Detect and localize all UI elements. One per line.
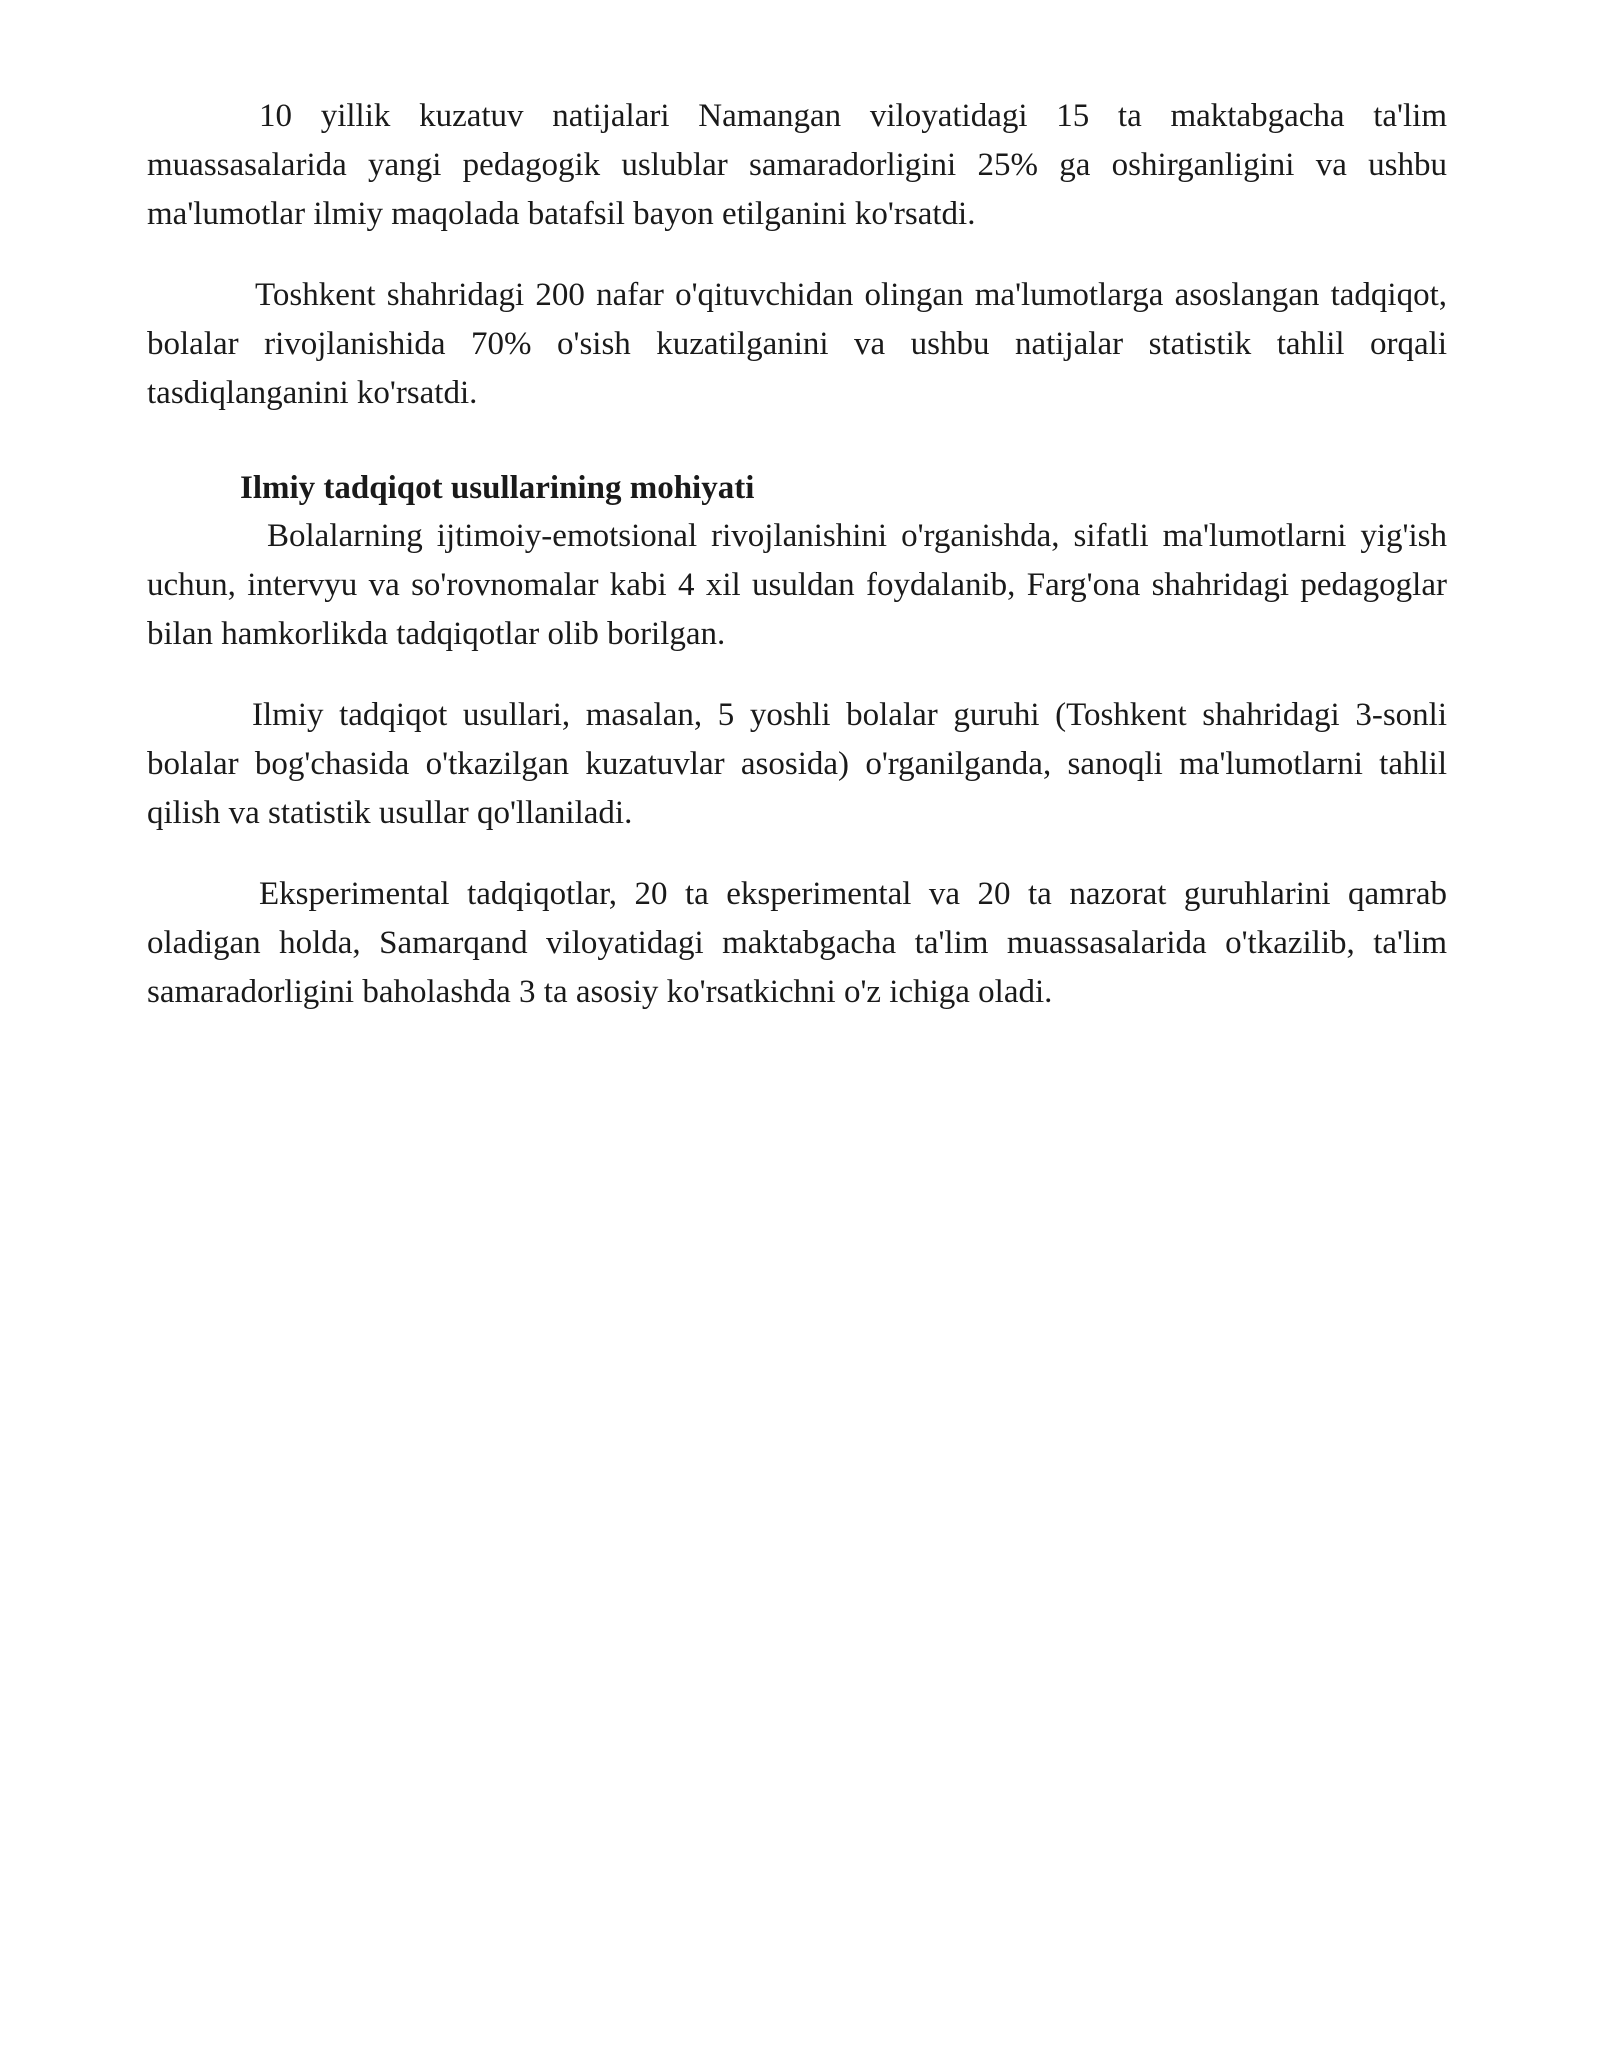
paragraph-social-emotional: Bolalarning ijtimoiy-emotsional rivojlanishini o'rganishda, sifatli ma'lumotlarni yig'ish uchun, intervyu va so'rovnomalar kabi 4 xil usuldan foydalanib, Farg'ona shahridagi pedagoglar bilan hamkorlikda tadqiqotlar olib borilgan. xyxy=(147,518,1447,652)
paragraph-research-methods: Ilmiy tadqiqot usullari, masalan, 5 yoshli bolalar guruhi (Toshkent shahridagi 3-sonli bolalar bog'chasida o'tkazilgan kuzatuvlar asosida) o'rganilganda, sanoqli ma'lumotlarni tahlil qilish va statistik usullar qo'llaniladi. xyxy=(147,697,1447,831)
document-body xyxy=(147,92,1447,1049)
paragraph-toshkent-study: Toshkent shahridagi 200 nafar o'qituvchidan olingan ma'lumotlarga asoslangan tadqiqot, bolalar rivojlanishida 70% o'sish kuzatilganini va ushbu natijalar statistik tahlil orqali tasdiqlanganini ko'rsatdi. xyxy=(147,277,1447,411)
paragraph-experimental-studies: Eksperimental tadqiqotlar, 20 ta eksperimental va 20 ta nazorat guruhlarini qamrab oladigan holda, Samarqand viloyatidagi maktabgacha ta'lim muassasalarida o'tkazilib, ta'lim samaradorligini baholashda 3 ta asosiy ko'rsatkichni o'z ichiga oladi. xyxy=(147,876,1447,1010)
section-heading: Ilmiy tadqiqot usullarining mohiyati xyxy=(240,470,755,506)
paragraph-namangan-results: 10 yillik kuzatuv natijalari Namangan viloyatidagi 15 ta maktabgacha ta'lim muassasalarida yangi pedagogik uslublar samaradorligini 25% ga oshirganligini va ushbu ma'lumotlar ilmiy maqolada batafsil bayon etilganini ko'rsatdi. xyxy=(147,98,1447,232)
